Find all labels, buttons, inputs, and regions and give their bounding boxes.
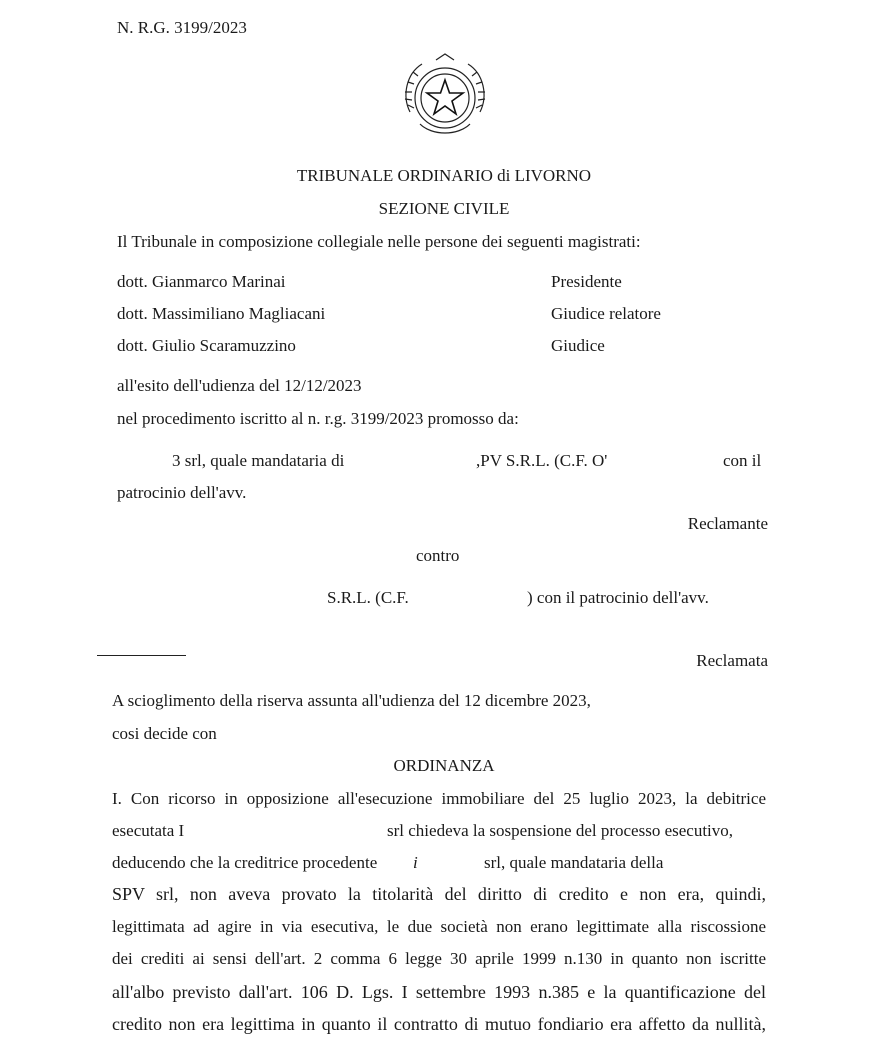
- body-line: SPV srl, non aveva provato la titolarità del diritto di credito e non era, quindi,: [112, 884, 766, 904]
- claimant-text: 3 srl, quale mandataria di: [172, 451, 345, 470]
- hearing-line: all'esito dell'udienza del 12/12/2023: [117, 376, 362, 395]
- body-line: legittimata ad agire in via esecutiva, le due società non erano legittimate alla riscossione: [112, 917, 766, 936]
- judge-name: dott. Massimiliano Magliacani: [117, 304, 326, 323]
- claimant-counsel: patrocinio dell'avv.: [117, 483, 247, 502]
- body-text: i: [413, 853, 418, 872]
- body-text: srl chiedeva la sospensione del processo esecutivo,: [387, 821, 734, 840]
- section-title: SEZIONE CIVILE: [378, 199, 510, 218]
- body-text: deducendo che la creditrice procedente: [112, 853, 378, 872]
- reserve-line: A scioglimento della riserva assunta all'udienza del 12 dicembre 2023,: [112, 691, 591, 710]
- court-name: TRIBUNALE ORDINARIO di LIVORNO: [296, 166, 592, 185]
- ordinance-title: ORDINANZA: [393, 756, 495, 775]
- judge-role: Giudice relatore: [551, 304, 661, 323]
- judge-name: dott. Gianmarco Marinai: [117, 272, 286, 291]
- divider-line: [97, 655, 186, 656]
- republic-emblem-icon: [396, 52, 494, 144]
- body-line: credito non era legittima in quanto il contratto di mutuo fondiario era affetto da nullità,: [112, 1014, 766, 1034]
- respondent-role: Reclamata: [696, 651, 768, 670]
- judge-role: Presidente: [551, 272, 622, 291]
- body-text: esecutata I: [112, 821, 185, 840]
- judge-name: dott. Giulio Scaramuzzino: [117, 336, 296, 355]
- proceeding-line: nel procedimento iscritto al n. r.g. 3199/2023 promosso da:: [117, 409, 519, 428]
- intro-line: Il Tribunale in composizione collegiale nelle persone dei seguenti magistrati:: [117, 232, 641, 251]
- respondent-text: S.R.L. (C.F.: [327, 588, 409, 607]
- decides-line: cosi decide con: [112, 724, 217, 743]
- claimant-text: ,PV S.R.L. (C.F. O': [476, 451, 608, 470]
- claimant-text: con il: [723, 451, 762, 470]
- body-line: dei crediti ai sensi dell'art. 2 comma 6 legge 30 aprile 1999 n.130 in quanto non iscritte: [112, 949, 766, 968]
- judge-role: Giudice: [551, 336, 605, 355]
- case-number: N. R.G. 3199/2023: [117, 18, 247, 37]
- body-line: all'albo previsto dall'art. 106 D. Lgs. I settembre 1993 n.385 e la quantificazione del: [112, 982, 766, 1002]
- claimant-role: Reclamante: [687, 514, 768, 533]
- contro-label: contro: [416, 546, 460, 565]
- body-line: I. Con ricorso in opposizione all'esecuzione immobiliare del 25 luglio 2023, la debitrice: [112, 789, 766, 808]
- respondent-text: ) con il patrocinio dell'avv.: [527, 588, 709, 607]
- body-text: srl, quale mandataria della: [484, 853, 664, 872]
